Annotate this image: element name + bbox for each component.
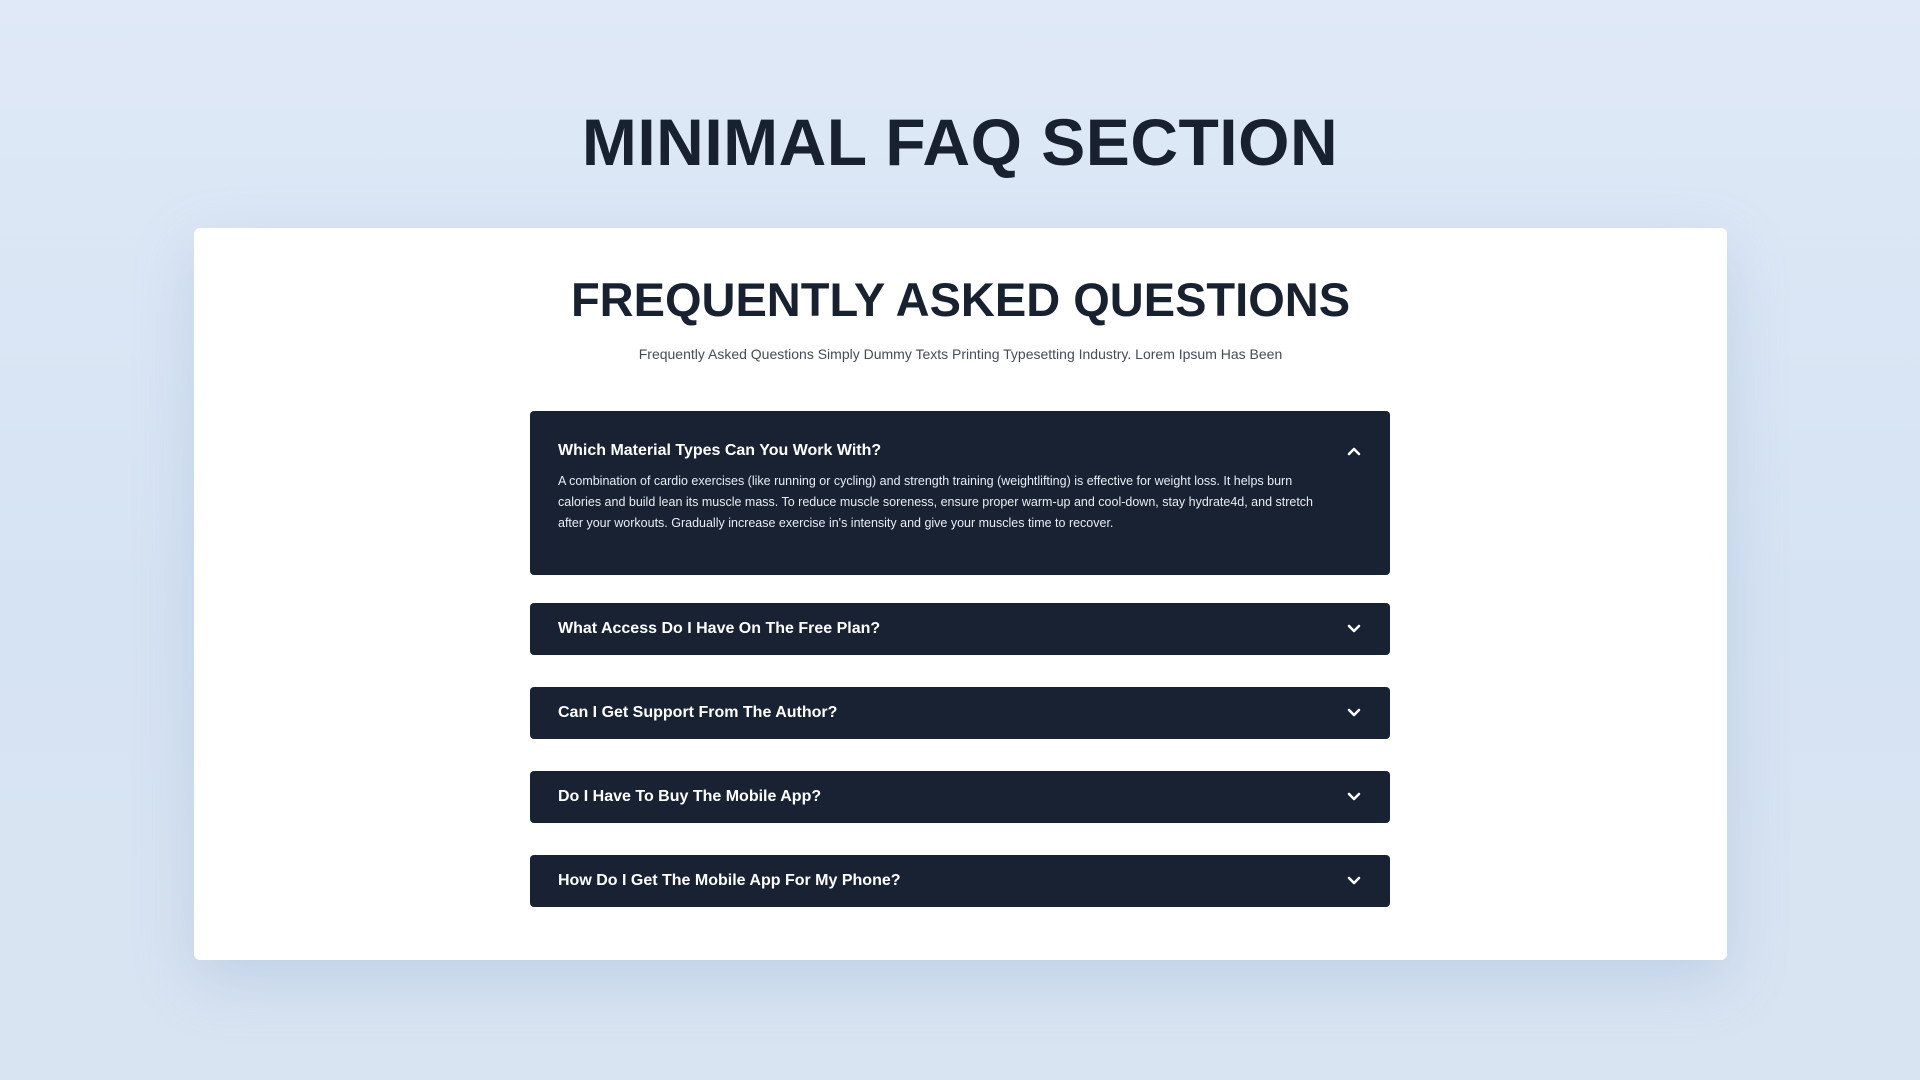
- chevron-down-icon[interactable]: [1346, 873, 1362, 889]
- faq-toggle-free-plan[interactable]: [530, 603, 1390, 655]
- faq-toggle-buy-mobile-app[interactable]: [530, 771, 1390, 823]
- faq-toggle-author-support[interactable]: [530, 687, 1390, 739]
- faq-card: [194, 228, 1727, 960]
- faq-question: Which Material Types Can You Work With?: [558, 442, 882, 459]
- faq-question: How Do I Get The Mobile App For My Phone?: [558, 872, 901, 889]
- faq-item-buy-mobile-app: [530, 771, 1390, 823]
- faq-item-author-support: [530, 687, 1390, 739]
- chevron-down-icon[interactable]: [1346, 705, 1362, 721]
- faq-item-material-types: [530, 411, 1390, 575]
- page-title: MINIMAL FAQ SECTION: [581, 105, 1339, 179]
- faq-title: FREQUENTLY ASKED QUESTIONS: [570, 273, 1351, 326]
- faq-question: Do I Have To Buy The Mobile App?: [558, 788, 822, 805]
- chevron-down-icon[interactable]: [1346, 621, 1362, 637]
- faq-toggle-get-mobile-app[interactable]: [530, 855, 1390, 907]
- faq-accordion: [530, 411, 1390, 939]
- faq-subtitle: Frequently Asked Questions Simply Dummy Texts Printing Typesetting Industry. Lorem Ipsum Has Been: [638, 346, 1283, 362]
- faq-answer: A combination of cardio exercises (like running or cycling) and strength training (weightlifting) is effective for weight loss. It helps burn calories and build lean its muscle mass. To reduce muscle soreness, ensure proper warm-up and cool-down, stay hydrate4d, and stretch after your workouts. Gradually increase exercise in's intensity and give your muscles time to recover.: [558, 474, 1314, 530]
- faq-toggle-material-types[interactable]: [530, 411, 1390, 477]
- chevron-up-icon[interactable]: [1346, 429, 1362, 459]
- chevron-down-icon[interactable]: [1346, 789, 1362, 805]
- faq-question: What Access Do I Have On The Free Plan?: [558, 620, 881, 637]
- faq-question: Can I Get Support From The Author?: [558, 704, 838, 721]
- faq-item-free-plan: [530, 603, 1390, 655]
- faq-item-get-mobile-app: [530, 855, 1390, 907]
